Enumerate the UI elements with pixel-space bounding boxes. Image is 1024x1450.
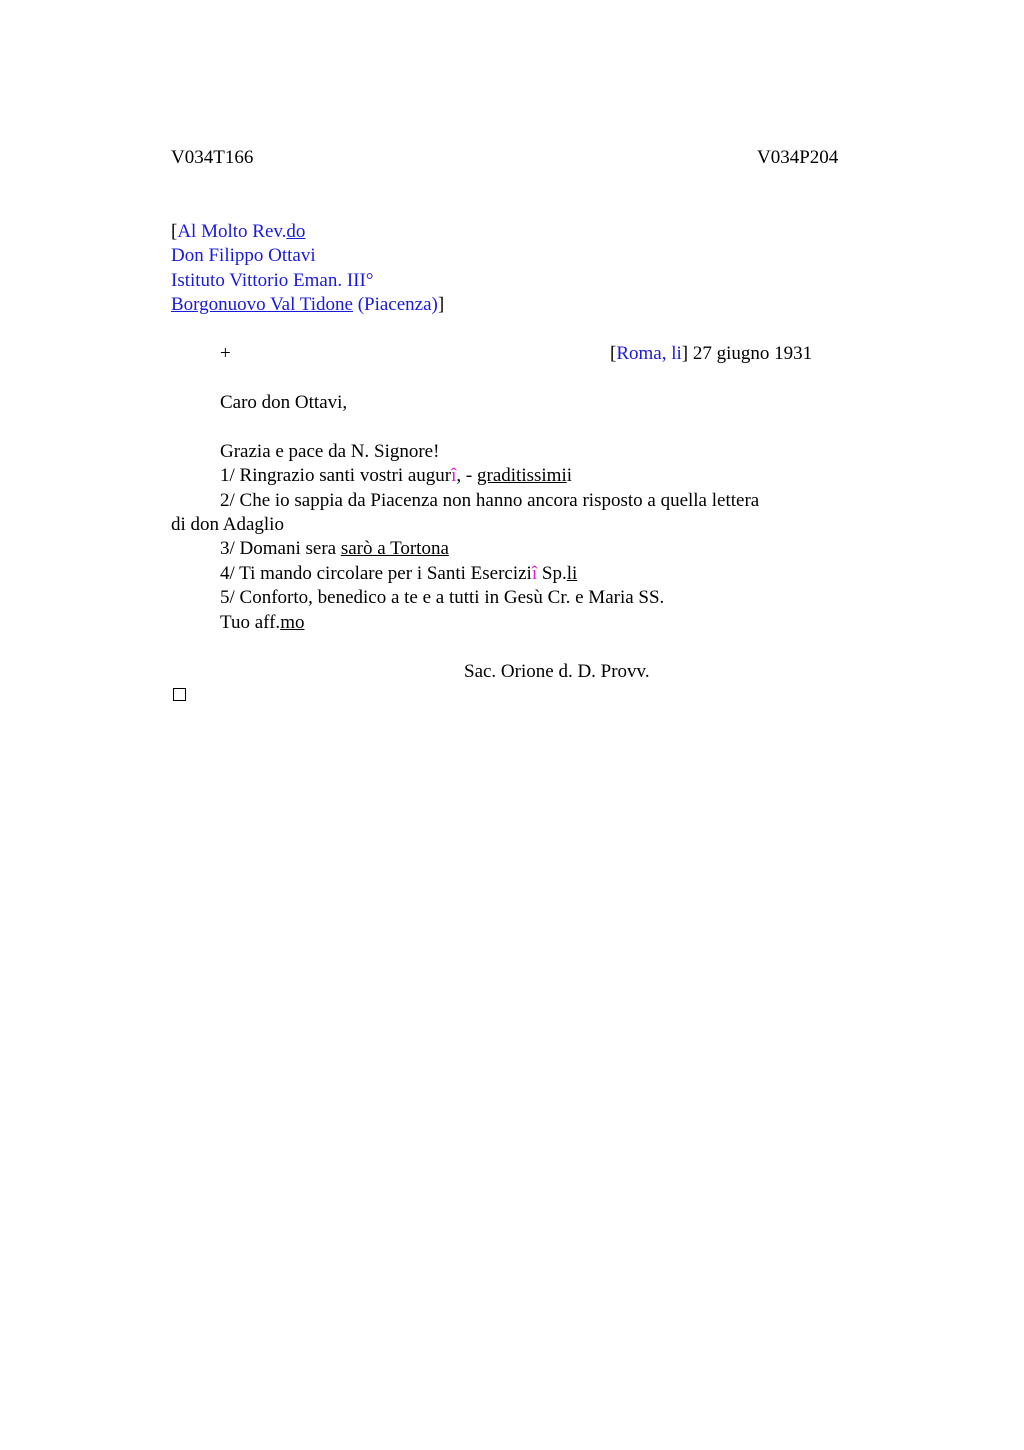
document-code-right: V034P204	[757, 147, 839, 168]
address-line-4	[171, 293, 444, 317]
document-code-left: V034T166	[171, 147, 254, 168]
item-1-tail: i	[566, 465, 573, 486]
address-open-bracket: [	[171, 221, 178, 242]
dateline-place: Roma, li	[616, 343, 682, 364]
address-title: Al Molto Rev.	[177, 221, 287, 242]
dateline	[610, 342, 812, 366]
address-town: Borgonuovo Val Tidone	[171, 294, 353, 315]
closing-underlined: mo	[280, 612, 305, 633]
closing-text: Tuo aff.	[220, 612, 281, 633]
item-4-underlined: li	[566, 563, 578, 584]
item-1-text: 1/ Ringrazio santi vostri augur	[220, 465, 452, 486]
item-2-continuation: di don Adaglio	[171, 514, 284, 535]
greeting-line: Grazia e pace da N. Signore!	[220, 441, 440, 462]
address-close-bracket: ]	[437, 294, 445, 315]
checkbox-square-icon	[173, 688, 186, 701]
item-1-editorial-mark: î	[451, 465, 457, 486]
item-1-underlined: graditissimi	[477, 465, 567, 486]
item-1-separator: , -	[456, 465, 477, 486]
item-4-text: 4/ Ti mando circolare per i Santi Esercizi	[220, 563, 532, 584]
closing-line	[220, 611, 304, 635]
address-province: (Piacenza)	[352, 294, 438, 315]
item-3-underlined: sarò a Tortona	[340, 538, 449, 559]
item-4-abbrev: Sp.	[537, 563, 567, 584]
salutation: Caro don Ottavi,	[220, 392, 348, 413]
signature: Sac. Orione d. D. Provv.	[464, 661, 650, 682]
dateline-date: 27 giugno 1931	[688, 343, 813, 364]
cross-mark: +	[220, 343, 231, 364]
address-title-suffix: do	[286, 221, 306, 242]
dateline-bracket-close: ]	[681, 343, 689, 364]
item-2: 2/ Che io sappia da Piacenza non hanno ancora risposto a quella lettera	[220, 490, 760, 511]
address-line-2: Don Filippo Ottavi	[171, 245, 316, 266]
item-5: 5/ Conforto, benedico a te e a tutti in Gesù Cr. e Maria SS.	[220, 587, 665, 608]
address-line-3: Istituto Vittorio Eman. III°	[171, 270, 374, 291]
item-4	[220, 562, 577, 586]
item-4-editorial-mark: î	[531, 563, 538, 584]
dateline-bracket-open: [	[610, 343, 617, 364]
address-line-1	[171, 220, 305, 244]
item-1	[220, 464, 572, 488]
item-3	[220, 537, 449, 561]
item-3-text: 3/ Domani sera	[220, 538, 341, 559]
